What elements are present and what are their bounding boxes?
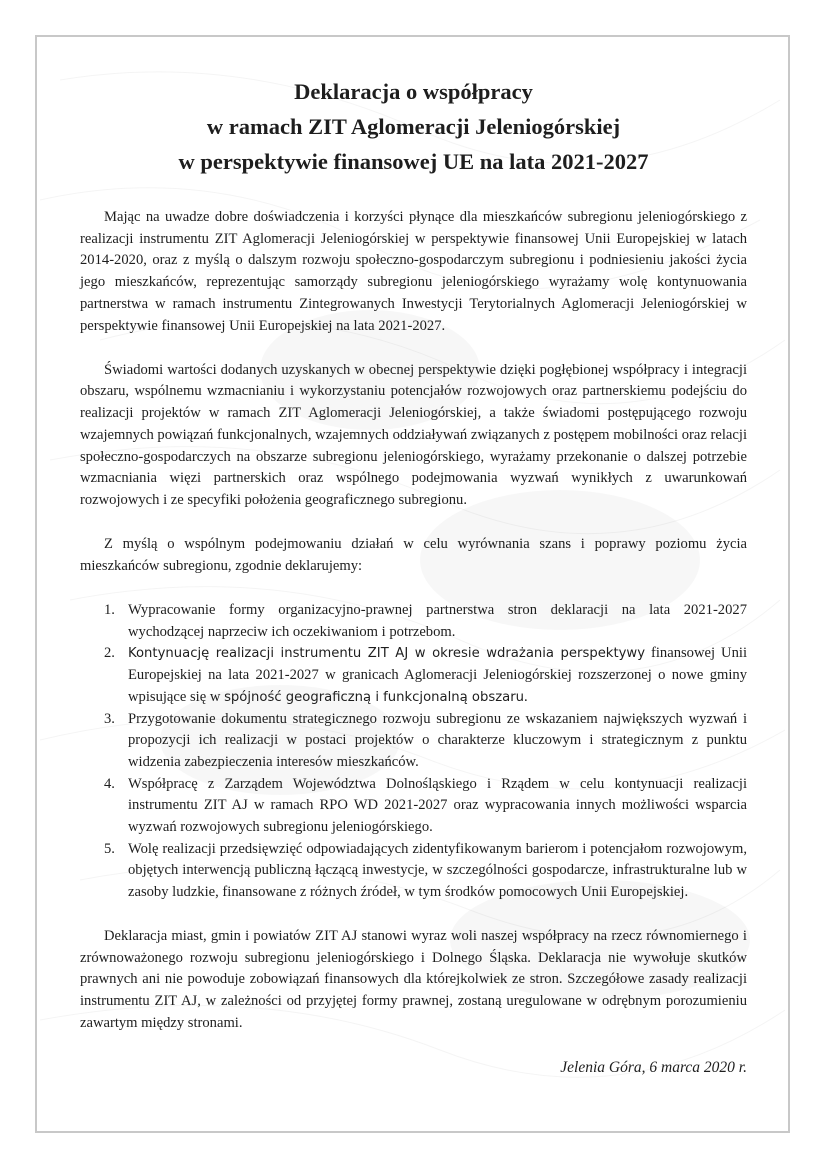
list-item-text: Przygotowanie dokumentu strategicznego rozwoju subregionu ze wskazaniem największych wyzwań i propozycji ich realizacji w postaci projektów o charakterze kluczowym i strategicznym z punktu widzenia zabezpieczenia interesów mieszkańców.: [128, 710, 747, 770]
title-line-2: w ramach ZIT Aglomeracji Jeleniogórskiej: [206, 114, 621, 139]
list-item-text: finansowej Unii Europejskiej na lata 2021-2027 w granicach Aglomeracji Jeleniogórskiej rozszerzonej o nowe gminy wpisujące się w: [128, 645, 747, 705]
list-item: [80, 600, 747, 643]
closing-paragraph: Deklaracja miast, gmin i powiatów ZIT AJ stanowi wyraz woli naszej współpracy na rzecz równomiernego i zrównoważonego rozwoju subregionu jeleniogórskiego i Dolnego Śląska. Deklaracja nie wywołuje skutków prawnych ani nie powoduje zobowiązań finansowych dla którejkolwiek ze stron. Szczegółowe zasady realizacji instrumentu ZIT AJ, w zależności od przyjętej formy prawnej, zostaną uregulowane w odrębnym porozumieniu zawartym między stronami.: [80, 927, 747, 1031]
list-item: [80, 709, 747, 774]
list-item-number: 2.: [104, 645, 115, 662]
list-item-tail: .: [523, 688, 528, 705]
list-item: [80, 839, 747, 904]
list-item-text: Współpracę z Zarządem Województwa Dolnośląskiego i Rządem w celu kontynuacji realizacji instrumentu ZIT AJ w ramach RPO WD 2021-2027 oraz wypracowania innych możliwości wsparcia wyzwań rozwojowych subregionu jeleniogórskiego.: [128, 775, 747, 836]
list-item-number: 5.: [104, 840, 115, 857]
list-item-emphasis: spójność geograficzną i funkcjonalną obszaru: [224, 689, 524, 705]
list-item-number: 4.: [104, 775, 115, 792]
list-item-lead: Kontynuację realizacji instrumentu ZIT AJ w okresie wdrażania perspektywy: [128, 646, 646, 662]
signature-place-date: Jelenia Góra, 6 marca 2020 r.: [560, 1058, 747, 1076]
list-item-number: 1.: [104, 602, 115, 619]
context-paragraph: Świadomi wartości dodanych uzyskanych w obecnej perspektywie dzięki pogłębionej współpracy i integracji obszaru, wspólnemu wzmacnianiu i wykorzystaniu potencjałów rozwojowych oraz partnerskiemu podejściu do realizacji projektów w ramach ZIT Aglomeracji Jeleniogórskiej, a także świadomi postępującego rozwoju wzajemnych powiązań funkcjonalnych, wzajemnych oddziaływań związanych z postępem mobilności oraz relacji społeczno-gospodarczych na obszarze subregionu jeleniogórskiego, wyrażamy przekonanie o dalszej potrzebie wzmacniania więzi partnerskich oraz wspólnego podejmowania wyzwań wynikłych z uwarunkowań rozwojowych i ze specyfiki położenia geograficznego subregionu.: [80, 361, 747, 508]
list-item-text: Wolę realizacji przedsięwzięć odpowiadających zidentyfikowanym barierom i potencjałom rozwojowym, objętych interwencją publiczną łączącą inwestycje, w szczególności gospodarcze, infrastrukturalne lub w zasoby ludzkie, finansowane z różnych źródeł, w tym środków pomocowych Unii Europejskiej.: [128, 840, 747, 901]
title-line-3: w perspektywie finansowej UE na lata 2021-2027: [178, 149, 649, 174]
list-item-number: 3.: [104, 710, 115, 727]
document-title: [80, 74, 747, 179]
list-item: [80, 643, 747, 708]
declaration-list: [80, 600, 747, 904]
document-content: [80, 74, 747, 1079]
list-item-text: Wypracowanie formy organizacyjno-prawnej partnerstwa stron deklaracji na lata 2021-2027 wychodzącej naprzeciw ich oczekiwaniom i potrzebom.: [128, 602, 747, 640]
declaration-lead-paragraph: Z myślą o wspólnym podejmowaniu działań w celu wyrównania szans i poprawy poziomu życia mieszkańców subregionu, zgodnie deklarujemy:: [80, 536, 747, 574]
list-item: [80, 774, 747, 839]
intro-paragraph: Mając na uwadze dobre doświadczenia i korzyści płynące dla mieszkańców subregionu jeleniogórskiego z realizacji instrumentu ZIT Aglomeracji Jeleniogórskiej w perspektywie finansowej Unii Europejskiej w latach 2014-2020, oraz z myślą o dalszym rozwoju społeczno-gospodarczym subregionu i podniesieniu jakości życia jego mieszkańców, reprezentując samorządy subregionu jeleniogórskiego wyrażamy wolę kontynuowania partnerstwa w ramach instrumentu Zintegrowanych Inwestycji Terytorialnych Aglomeracji Jeleniogórskiej w perspektywie finansowej Unii Europejskiej na lata 2021-2027.: [80, 209, 747, 334]
title-line-1: Deklaracja o współpracy: [294, 79, 533, 104]
